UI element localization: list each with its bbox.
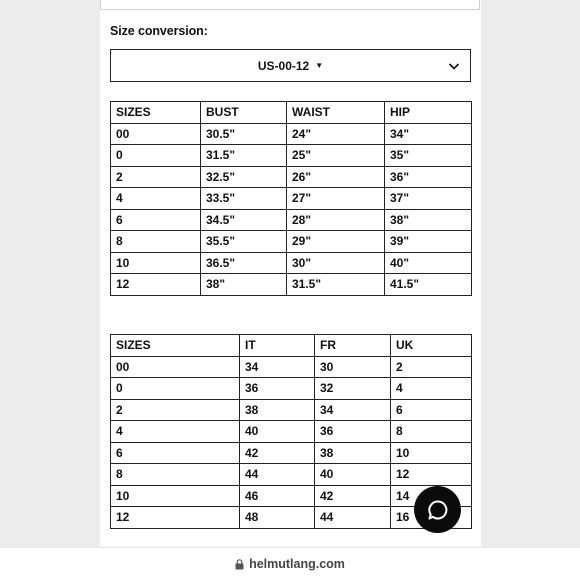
table-row [111,464,472,486]
table-cell: 44 [240,464,315,486]
table-cell: 36" [385,166,472,188]
table-cell: 38 [315,442,391,464]
table-cell: 32 [315,378,391,400]
table-cell: 00 [111,356,240,378]
previous-section-border [100,0,480,10]
chat-button[interactable] [414,486,461,533]
table-cell: 41.5" [385,274,472,296]
table-cell: 12 [391,464,472,486]
table-cell: 26" [287,166,385,188]
table-cell: 2 [111,399,240,421]
table-header-row [111,335,472,357]
table-cell: 25" [287,145,385,167]
table-cell: 29" [287,231,385,253]
table-row [111,399,472,421]
table-row [111,209,472,231]
column-header: IT [240,335,315,357]
table-cell: 2 [111,166,201,188]
table-row [111,166,472,188]
table-row [111,421,472,443]
column-header: WAIST [287,102,385,124]
table-cell: 28" [287,209,385,231]
table-cell: 4 [391,378,472,400]
table-cell: 34 [240,356,315,378]
table-cell: 40 [240,421,315,443]
browser-url-bar[interactable] [0,548,580,580]
table-cell: 4 [111,421,240,443]
table-cell: 38" [201,274,287,296]
table-cell: 34" [385,123,472,145]
table-cell: 12 [111,507,240,529]
table-cell: 42 [315,485,391,507]
table-cell: 33.5" [201,188,287,210]
table-cell: 6 [111,442,240,464]
lock-icon [235,559,244,570]
table-cell: 2 [391,356,472,378]
table-cell: 10 [111,485,240,507]
table-cell: 0 [111,145,201,167]
table-cell: 36.5" [201,252,287,274]
column-header: SIZES [111,102,201,124]
size-range-select[interactable] [110,49,471,82]
table-cell: 12 [111,274,201,296]
table-cell: 10 [111,252,201,274]
column-header: BUST [201,102,287,124]
table-cell: 14 [391,485,472,507]
table-header-row [111,102,472,124]
table-cell: 40" [385,252,472,274]
table-cell: 36 [240,378,315,400]
table-cell: 35" [385,145,472,167]
table-cell: 16 [391,507,472,529]
select-value: US-00-12 [257,58,310,73]
table-cell: 35.5" [201,231,287,253]
table-cell: 6 [391,399,472,421]
table-row [111,274,472,296]
measurements-table [110,101,472,296]
table-cell: 8 [391,421,472,443]
table-row [111,378,472,400]
select-caret: ▼ [315,61,324,70]
table-row [111,123,472,145]
table-cell: 32.5" [201,166,287,188]
table-cell: 8 [111,231,201,253]
table-cell: 34 [315,399,391,421]
table-cell: 4 [111,188,201,210]
url-domain: helmutlang.com [249,557,345,571]
table-row [111,356,472,378]
table-cell: 44 [315,507,391,529]
column-header: UK [391,335,472,357]
table-cell: 39" [385,231,472,253]
table-row [111,188,472,210]
table-cell: 38 [240,399,315,421]
table-cell: 42 [240,442,315,464]
table-cell: 31.5" [287,274,385,296]
table-cell: 27" [287,188,385,210]
table-cell: 30 [315,356,391,378]
table-row [111,252,472,274]
size-conversion-label: Size conversion: [110,24,208,38]
table-cell: 40 [315,464,391,486]
table-cell: 00 [111,123,201,145]
table-cell: 46 [240,485,315,507]
table-row [111,145,472,167]
column-header: FR [315,335,391,357]
column-header: SIZES [111,335,240,357]
table-row [111,231,472,253]
table-cell: 30" [287,252,385,274]
table-cell: 0 [111,378,240,400]
table-row [111,442,472,464]
table-cell: 31.5" [201,145,287,167]
chat-bubble-icon [426,498,450,522]
table-cell: 24" [287,123,385,145]
table-cell: 10 [391,442,472,464]
table-cell: 34.5" [201,209,287,231]
table-cell: 8 [111,464,240,486]
column-header: HIP [385,102,472,124]
table-cell: 38" [385,209,472,231]
table-cell: 6 [111,209,201,231]
table-cell: 48 [240,507,315,529]
chevron-down-icon [448,60,460,72]
table-cell: 30.5" [201,123,287,145]
table-cell: 37" [385,188,472,210]
table-cell: 36 [315,421,391,443]
